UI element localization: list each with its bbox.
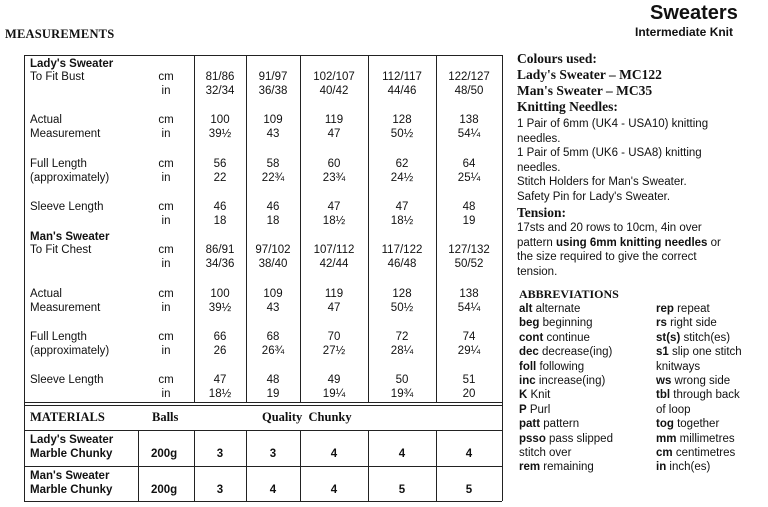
table-cell: 25¼ bbox=[457, 172, 481, 184]
table-cell: 48 bbox=[266, 374, 280, 386]
table-cell: 60 bbox=[327, 158, 341, 170]
table-cell: 50 bbox=[395, 374, 409, 386]
table-cell: 18½ bbox=[208, 388, 232, 400]
unit-label: in bbox=[161, 85, 171, 97]
table-cell: 18½ bbox=[390, 215, 414, 227]
table-cell: 29¼ bbox=[457, 345, 481, 357]
table-cell: 68 bbox=[266, 331, 280, 343]
unit-label: cm bbox=[158, 71, 174, 83]
abbreviations-heading: ABBREVIATIONS bbox=[519, 287, 619, 301]
table-col-rule bbox=[138, 430, 139, 501]
material-balls: 4 bbox=[269, 484, 277, 496]
table-cell: 117/122 bbox=[381, 244, 423, 256]
abbreviation-item: cont continue bbox=[519, 331, 590, 344]
table-cell: 112/117 bbox=[382, 71, 422, 83]
table-cell: 100 bbox=[210, 288, 230, 300]
abbreviation-item: in inch(es) bbox=[656, 461, 711, 474]
table-cell: 46 bbox=[213, 201, 227, 213]
table-cell: 54¼ bbox=[457, 128, 481, 140]
abbreviation-item: tog together bbox=[656, 418, 720, 431]
table-cell: 46 bbox=[266, 201, 280, 213]
material-balls: 3 bbox=[216, 484, 224, 496]
table-cell: 58 bbox=[266, 158, 280, 170]
unit-label: in bbox=[161, 345, 171, 357]
table-cell: 19 bbox=[462, 215, 476, 227]
needles-line: 1 Pair of 6mm (UK4 - USA10) knitting bbox=[517, 118, 709, 130]
table-cell: 51 bbox=[462, 374, 476, 386]
measurements-heading: MEASUREMENTS bbox=[5, 27, 115, 41]
abbreviation-item: beg beginning bbox=[519, 317, 593, 330]
table-cell: 122/127 bbox=[448, 71, 490, 83]
table-rule bbox=[24, 405, 502, 406]
table-cell: 50½ bbox=[390, 128, 414, 140]
abbreviation-item: mm millimetres bbox=[656, 432, 735, 445]
table-rule bbox=[24, 466, 502, 467]
abbreviation-item: patt pattern bbox=[519, 418, 580, 431]
table-col-rule bbox=[436, 55, 437, 402]
row-label: Measurement bbox=[30, 128, 101, 140]
abbreviation-item: knitways bbox=[656, 360, 701, 373]
ladies-heading: Lady's Sweater bbox=[30, 58, 114, 70]
table-cell: 128 bbox=[392, 288, 412, 300]
page-title: Sweaters bbox=[650, 2, 738, 24]
table-col-rule bbox=[368, 55, 369, 402]
table-cell: 36/38 bbox=[258, 85, 288, 97]
material-balls: 3 bbox=[269, 448, 277, 460]
table-cell: 20 bbox=[462, 388, 476, 400]
table-cell: 18 bbox=[266, 215, 280, 227]
table-cell: 47 bbox=[327, 201, 341, 213]
row-label: Sleeve Length bbox=[30, 374, 104, 386]
table-cell: 47 bbox=[327, 302, 341, 314]
row-label: To Fit Bust bbox=[30, 71, 85, 83]
table-cell: 128 bbox=[392, 114, 412, 126]
needles-line: Safety Pin for Lady's Sweater. bbox=[517, 190, 671, 203]
material-balls: 3 bbox=[216, 448, 224, 460]
table-cell: 62 bbox=[395, 158, 409, 170]
tension-heading: Tension: bbox=[517, 205, 567, 220]
row-label: To Fit Chest bbox=[30, 244, 92, 256]
table-cell: 54¼ bbox=[457, 302, 481, 314]
page-subtitle: Intermediate Knit bbox=[635, 25, 734, 39]
table-cell: 22 bbox=[213, 172, 227, 184]
unit-label: cm bbox=[158, 288, 174, 300]
abbreviation-item: inc increase(ing) bbox=[519, 375, 606, 387]
table-cell: 97/102 bbox=[255, 244, 291, 256]
row-label: Measurement bbox=[30, 302, 101, 314]
table-cell: 72 bbox=[395, 331, 409, 343]
material-yarn: Marble Chunky bbox=[30, 448, 113, 460]
table-cell: 127/132 bbox=[448, 244, 490, 256]
unit-label: cm bbox=[158, 158, 174, 170]
unit-label: in bbox=[161, 302, 171, 314]
material-balls: 5 bbox=[398, 484, 406, 496]
tension-line: 17sts and 20 rows to 10cm, 4in over bbox=[517, 222, 702, 234]
table-cell: 24½ bbox=[390, 172, 414, 184]
material-balls: 4 bbox=[398, 448, 406, 460]
balls-label: Balls bbox=[152, 410, 179, 424]
row-label: Actual bbox=[30, 288, 62, 300]
row-label: Full Length bbox=[30, 331, 87, 343]
table-cell: 27½ bbox=[322, 345, 346, 357]
material-name: Man's Sweater bbox=[30, 470, 110, 482]
unit-label: cm bbox=[158, 114, 174, 126]
abbreviation-item: st(s) stitch(es) bbox=[656, 331, 731, 344]
abbreviation-item: psso pass slipped bbox=[519, 432, 613, 445]
table-cell: 39½ bbox=[208, 128, 232, 140]
table-cell: 119 bbox=[324, 288, 344, 300]
unit-label: in bbox=[161, 388, 171, 400]
material-balls: 5 bbox=[465, 484, 473, 496]
table-cell: 109 bbox=[263, 114, 283, 126]
table-cell: 28¼ bbox=[390, 345, 414, 357]
material-balls: 4 bbox=[465, 448, 473, 460]
table-bottom-rule bbox=[24, 501, 502, 502]
abbreviation-item: stitch over bbox=[519, 447, 572, 459]
table-cell: 47 bbox=[395, 201, 409, 213]
table-cell: 109 bbox=[263, 288, 283, 300]
table-col-rule bbox=[436, 430, 437, 501]
table-cell: 119 bbox=[324, 114, 344, 126]
table-cell: 56 bbox=[213, 158, 227, 170]
table-cell: 32/34 bbox=[205, 85, 235, 97]
table-cell: 74 bbox=[462, 331, 476, 343]
unit-label: cm bbox=[158, 331, 174, 343]
row-label: Sleeve Length bbox=[30, 201, 104, 213]
abbreviation-item: foll following bbox=[519, 360, 585, 373]
abbreviation-item: K Knit bbox=[519, 389, 551, 402]
unit-label: cm bbox=[158, 244, 174, 256]
table-cell: 42/44 bbox=[319, 258, 349, 270]
table-cell: 39½ bbox=[208, 302, 232, 314]
quality-label: Quality Chunky bbox=[262, 410, 352, 424]
table-cell: 19¼ bbox=[322, 388, 346, 400]
table-cell: 50/52 bbox=[454, 258, 484, 270]
abbreviation-item: alt alternate bbox=[519, 303, 581, 315]
table-cell: 50½ bbox=[390, 302, 414, 314]
table-cell: 43 bbox=[266, 128, 280, 140]
unit-label: in bbox=[161, 215, 171, 227]
table-cell: 64 bbox=[462, 158, 476, 170]
colour-mens: Man's Sweater – MC35 bbox=[517, 83, 653, 98]
materials-label: MATERIALS bbox=[30, 410, 105, 424]
material-name: Lady's Sweater bbox=[30, 434, 114, 446]
table-cell: 22¾ bbox=[261, 172, 285, 184]
table-cell: 49 bbox=[327, 374, 341, 386]
needles-line: 1 Pair of 5mm (UK6 - USA8) knitting bbox=[517, 147, 702, 159]
table-cell: 19¾ bbox=[390, 388, 414, 400]
table-cell: 40/42 bbox=[319, 85, 349, 97]
table-right-rule bbox=[502, 55, 503, 501]
abbreviation-item: P Purl bbox=[519, 403, 551, 416]
table-cell: 107/112 bbox=[313, 244, 355, 256]
needles-line: Stitch Holders for Man's Sweater. bbox=[517, 176, 687, 188]
abbreviation-item: dec decrease(ing) bbox=[519, 346, 613, 359]
table-col-rule bbox=[368, 430, 369, 501]
tension-line: the size required to give the correct bbox=[517, 251, 697, 263]
table-cell: 48 bbox=[462, 201, 476, 213]
row-label: (approximately) bbox=[30, 345, 110, 357]
table-cell: 138 bbox=[459, 288, 479, 300]
table-cell: 18½ bbox=[322, 215, 346, 227]
table-cell: 70 bbox=[327, 331, 341, 343]
table-cell: 46/48 bbox=[387, 258, 417, 270]
row-label: (approximately) bbox=[30, 172, 110, 184]
colour-ladies: Lady's Sweater – MC122 bbox=[517, 67, 662, 82]
table-cell: 66 bbox=[213, 331, 227, 343]
table-cell: 19 bbox=[266, 388, 280, 400]
table-cell: 47 bbox=[213, 374, 227, 386]
unit-label: in bbox=[161, 258, 171, 270]
tension-line: tension. bbox=[517, 265, 558, 278]
needles-heading: Knitting Needles: bbox=[517, 99, 618, 114]
unit-label: cm bbox=[158, 201, 174, 213]
table-rule bbox=[24, 430, 502, 431]
table-cell: 86/91 bbox=[205, 244, 235, 256]
abbreviation-item: tbl through back bbox=[656, 389, 740, 402]
abbreviation-item: rep repeat bbox=[656, 303, 710, 315]
material-balls: 4 bbox=[330, 484, 338, 496]
abbreviation-item: cm centimetres bbox=[656, 447, 736, 459]
table-cell: 26¾ bbox=[261, 345, 285, 357]
table-cell: 100 bbox=[210, 114, 230, 126]
material-yarn: Marble Chunky bbox=[30, 484, 113, 496]
table-cell: 138 bbox=[459, 114, 479, 126]
unit-label: cm bbox=[158, 374, 174, 386]
tension-line: pattern using 6mm knitting needles or bbox=[517, 236, 721, 249]
table-cell: 48/50 bbox=[454, 85, 484, 97]
abbreviation-item: ws wrong side bbox=[656, 375, 731, 387]
table-cell: 23¾ bbox=[322, 172, 346, 184]
table-cell: 38/40 bbox=[258, 258, 288, 270]
material-weight: 200g bbox=[151, 448, 178, 460]
table-cell: 47 bbox=[327, 128, 341, 140]
row-label: Full Length bbox=[30, 158, 87, 170]
table-cell: 44/46 bbox=[387, 85, 417, 97]
unit-label: in bbox=[161, 172, 171, 184]
table-cell: 34/36 bbox=[205, 258, 235, 270]
material-balls: 4 bbox=[330, 448, 338, 460]
table-cell: 43 bbox=[266, 302, 280, 314]
table-cell: 81/86 bbox=[205, 71, 235, 83]
row-label: Actual bbox=[30, 114, 62, 126]
table-cell: 18 bbox=[213, 215, 227, 227]
mens-heading: Man's Sweater bbox=[30, 231, 110, 243]
abbreviation-item: of loop bbox=[656, 403, 691, 416]
needles-line: needles. bbox=[517, 132, 561, 145]
unit-label: in bbox=[161, 128, 171, 140]
table-cell: 26 bbox=[213, 345, 227, 357]
material-weight: 200g bbox=[151, 484, 178, 496]
colours-heading: Colours used: bbox=[517, 51, 597, 66]
table-top-rule bbox=[24, 55, 502, 56]
abbreviation-item: rem remaining bbox=[519, 461, 594, 474]
needles-line: needles. bbox=[517, 161, 561, 174]
table-rule bbox=[24, 402, 502, 403]
table-left-rule bbox=[24, 55, 25, 501]
abbreviation-item: rs right side bbox=[656, 317, 717, 330]
table-cell: 91/97 bbox=[258, 71, 288, 83]
abbreviation-item: s1 slip one stitch bbox=[656, 346, 742, 359]
table-cell: 102/107 bbox=[313, 71, 355, 83]
